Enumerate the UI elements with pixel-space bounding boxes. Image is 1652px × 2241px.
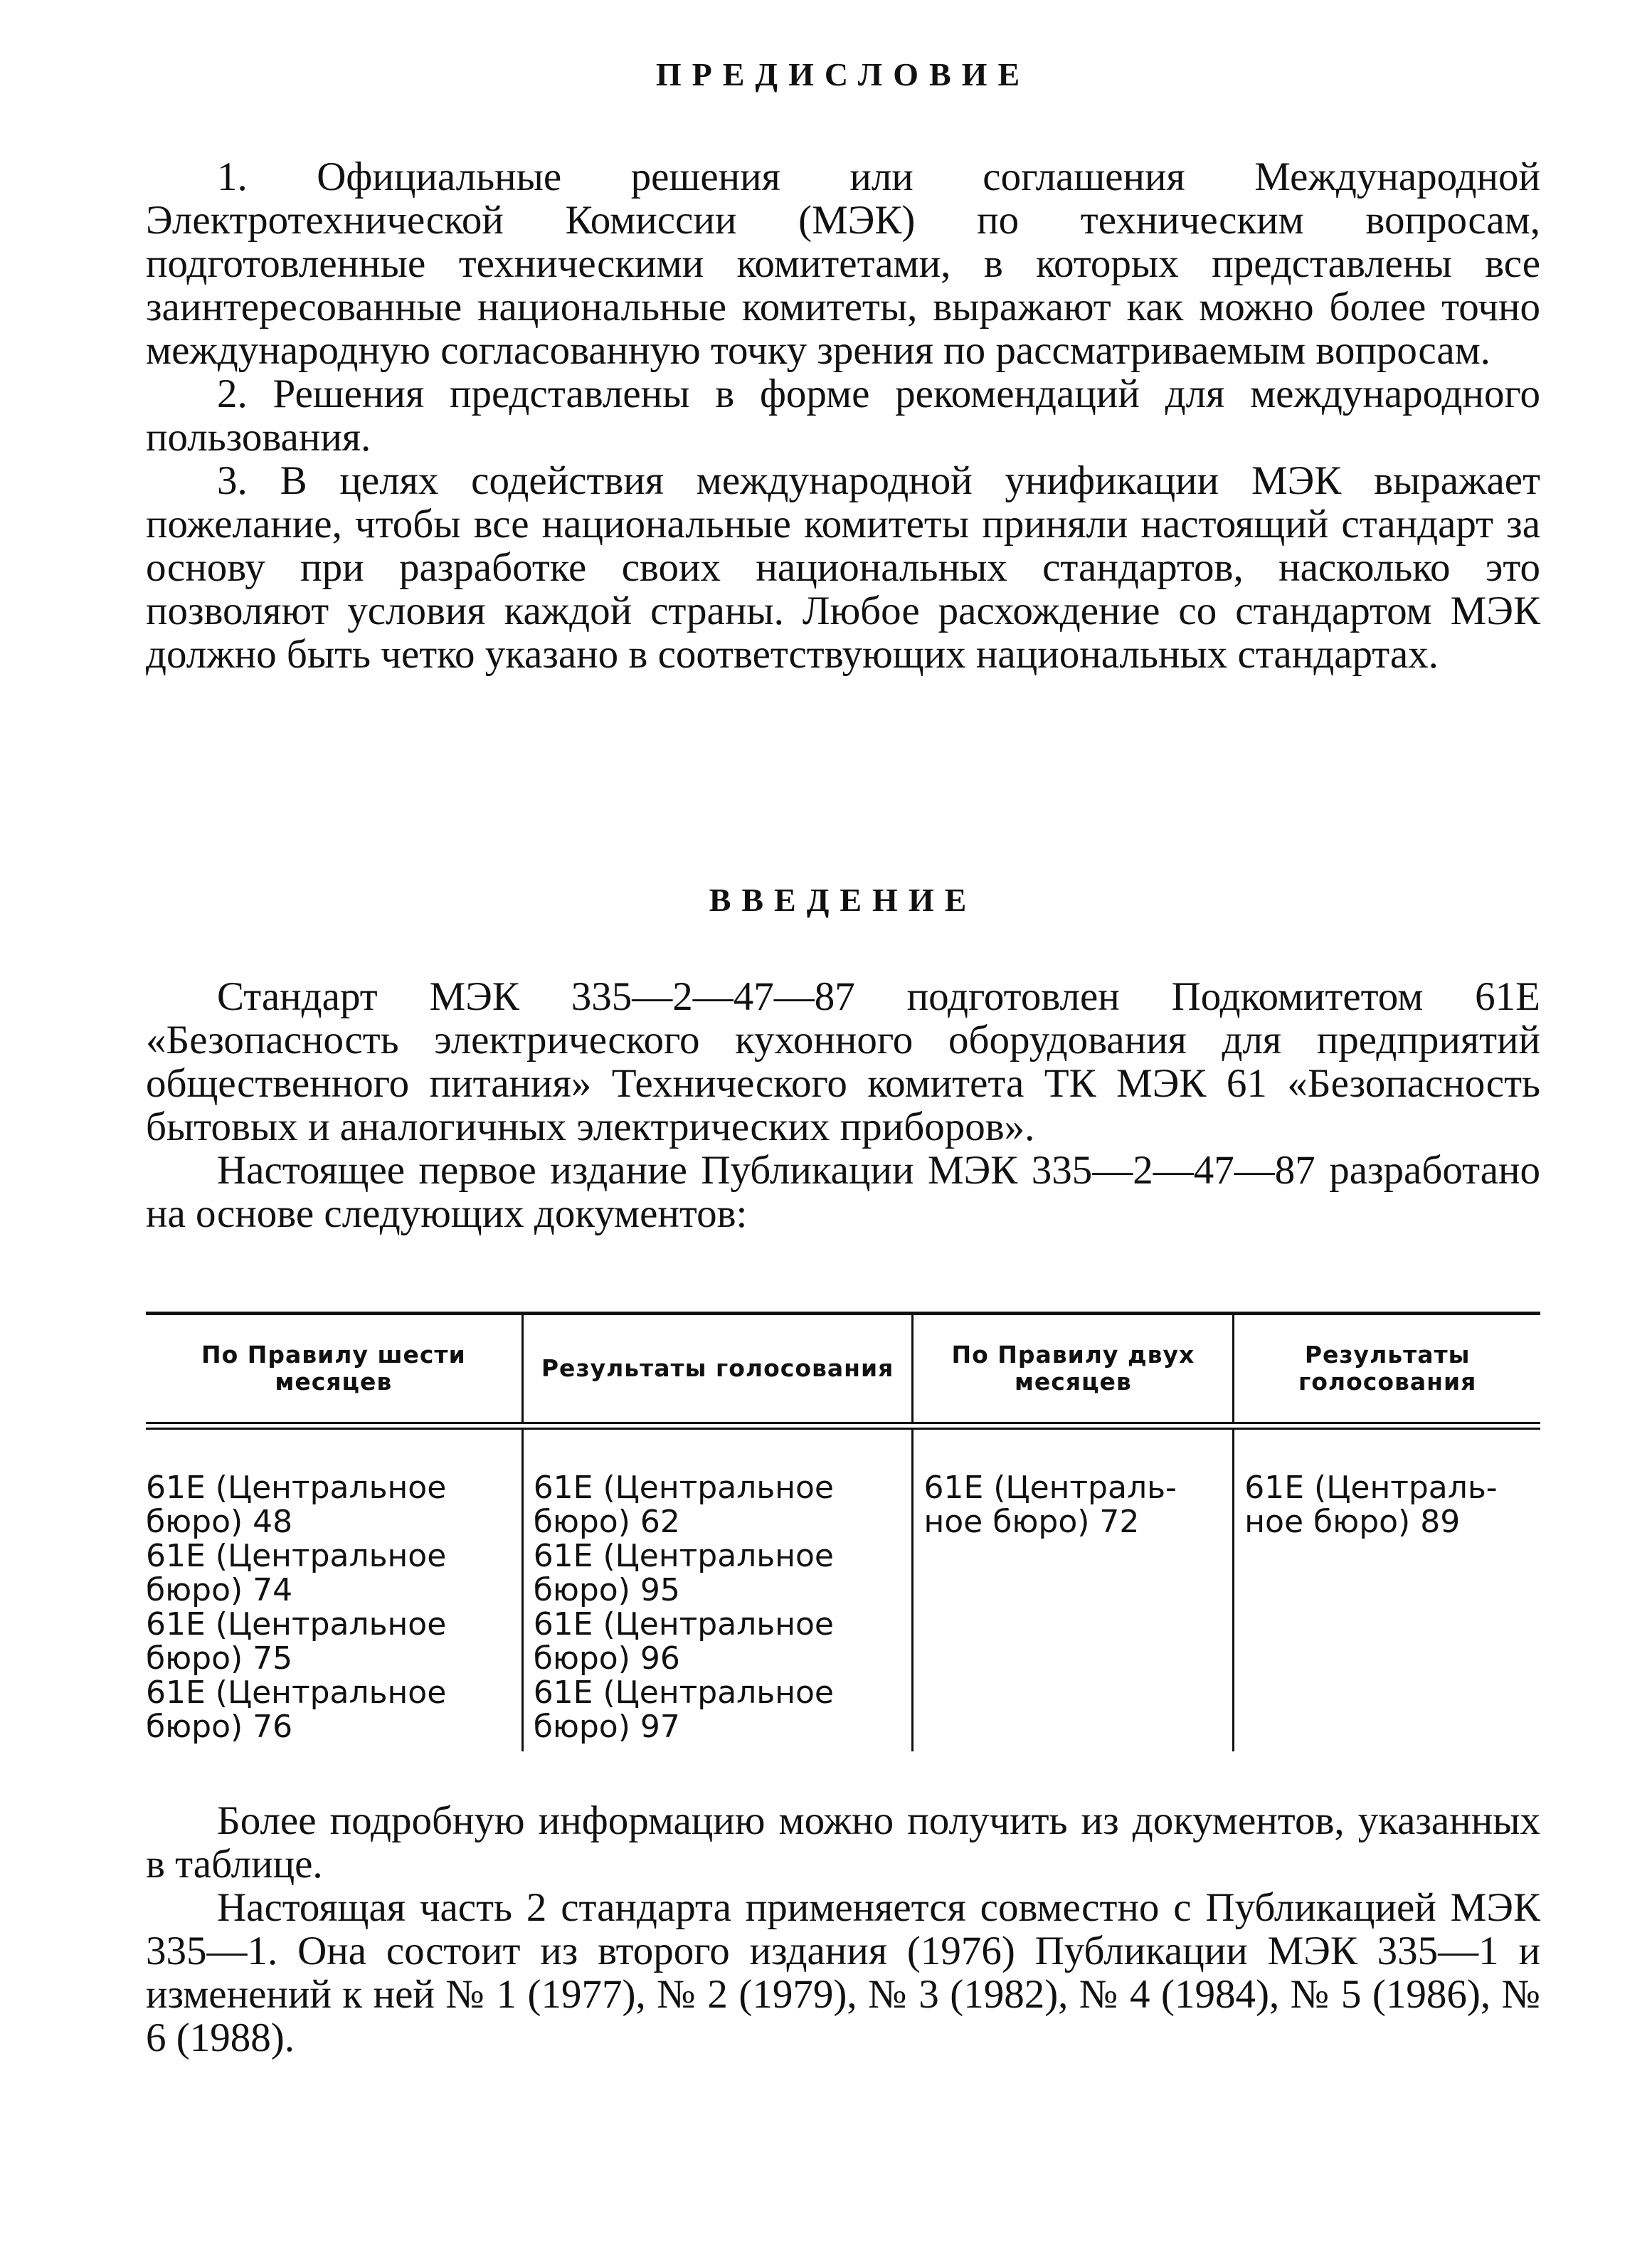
header-voting-results-2: Результаты голосования (1234, 1315, 1540, 1422)
cell-line: бюро) 62 (533, 1504, 680, 1540)
cell-line: 61Е (Центральное (533, 1606, 834, 1642)
header-six-months: По Правилу шести месяцев (201, 1341, 466, 1396)
cell-voting-results-1 (522, 1430, 913, 1751)
table-header-rule-1 (146, 1422, 1540, 1424)
introduction-closing (146, 1799, 1540, 2060)
closing-paragraph-1: Более подробную информацию можно получить из документов, указанных в таблице. (146, 1798, 1540, 1887)
header-voting-results-1: Результаты голосования (522, 1315, 913, 1422)
cell-line: 61Е (Центральное (533, 1470, 834, 1506)
cell-line: бюро) 74 (146, 1572, 293, 1608)
introduction-paragraph-2: Настоящее первое издание Публикации МЭК 335—2—47—87 разработано на основе следующих документов: (146, 1148, 1540, 1236)
header-two-months: По Правилу двух месяцев (913, 1315, 1234, 1422)
cell-line: бюро) 48 (146, 1504, 293, 1540)
table-header-row (146, 1315, 1540, 1422)
preface-paragraph-3: 3. В целях содействия международной унификации МЭК выражает пожелание, чтобы все национальные комитеты приняли настоящий стандарт за основу при разработке своих национальных стандартов, насколько это позволяют условия каждой страны. Любое расхождение со стандартом МЭК должно быть четко указано в соответствующих национальных стандартах. (146, 458, 1540, 677)
introduction-body (146, 975, 1540, 1235)
introduction-title: ВВЕДЕНИЕ (709, 882, 978, 918)
cell-line: 61Е (Центральное (146, 1675, 447, 1711)
cell-line: 61Е (Центральное (533, 1675, 834, 1711)
cell-voting-results-2 (1234, 1430, 1540, 1751)
cell-line: 61Е (Центральное (146, 1606, 447, 1642)
cell-line: бюро) 97 (533, 1709, 680, 1745)
documents-table-grid (146, 1315, 1540, 1422)
preface-paragraph-2: 2. Решения представлены в форме рекомендаций для международного пользования. (146, 371, 1540, 460)
cell-line: 61Е (Централь- (923, 1470, 1177, 1506)
cell-line: бюро) 75 (146, 1640, 293, 1677)
cell-line: 61Е (Центральное (533, 1538, 834, 1574)
cell-line: бюро) 95 (533, 1572, 680, 1608)
cell-line: ное бюро) 72 (923, 1504, 1140, 1540)
cell-line: 61Е (Центральное (146, 1470, 447, 1506)
preface-paragraph-1: 1. Официальные решения или соглашения Международной Электротехнической Комиссии (МЭК) по техническим вопросам, подготовленные техническими комитетами, в которых представлены все заинтересованные национальные комитеты, выражают как можно более точно международную согласованную точку зрения по рассматриваемым вопросам. (146, 154, 1540, 373)
cell-two-months (913, 1430, 1234, 1751)
cell-six-months (146, 1430, 522, 1751)
cell-line: 61Е (Централь- (1244, 1470, 1498, 1506)
closing-paragraph-2: Настоящая часть 2 стандарта применяется совместно с Публикацией МЭК 335—1. Она состоит из второго издания (1976) Публикации МЭК 335—1 и изменений к ней № 1 (1977), № 2 (1979), № 3 (1982), № 4 (1984), № 5 (1986), № 6 (1988). (146, 1885, 1540, 2060)
table-row (146, 1430, 1540, 1751)
cell-line: бюро) 96 (533, 1640, 680, 1677)
documents-table (146, 1312, 1540, 1751)
cell-line: ное бюро) 89 (1244, 1504, 1461, 1540)
documents-table-body (146, 1430, 1540, 1751)
introduction-paragraph-1: Стандарт МЭК 335—2—47—87 подготовлен Подкомитетом 61Е «Безопасность электрического кухонного оборудования для предприятий общественного питания» Технического комитета ТК МЭК 61 «Безопасность бытовых и аналогичных электрических приборов». (146, 974, 1540, 1149)
cell-line: бюро) 76 (146, 1709, 293, 1745)
cell-line: 61Е (Центральное (146, 1538, 447, 1574)
preface-title: ПРЕДИСЛОВИЕ (655, 56, 1031, 93)
preface-body (146, 155, 1540, 676)
